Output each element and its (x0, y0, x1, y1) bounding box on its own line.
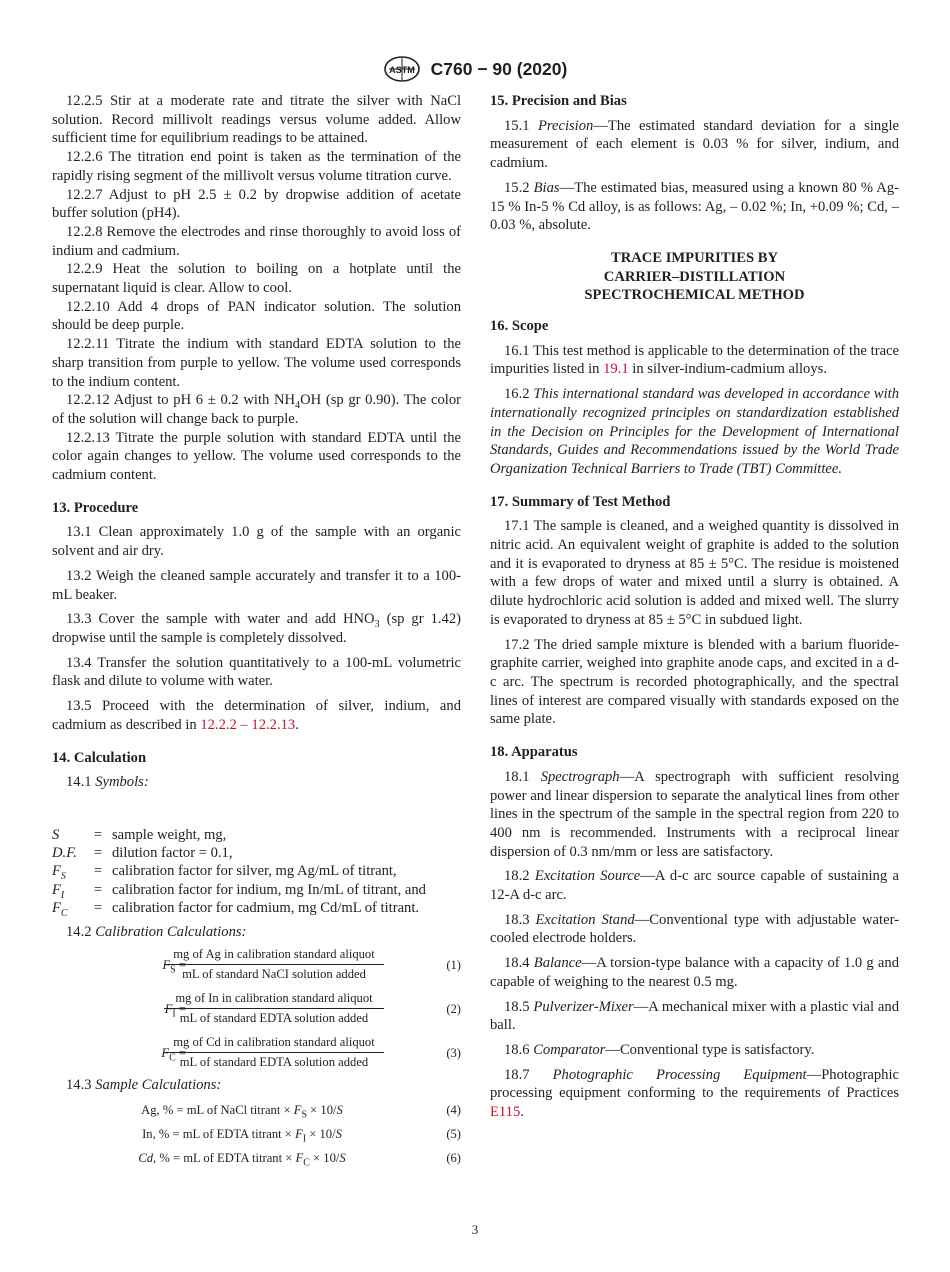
section-heading-17: 17. Summary of Test Method (490, 493, 671, 510)
fraction (164, 1034, 384, 1071)
para-number: 18.4 (504, 955, 534, 972)
para-18-1 (490, 768, 899, 862)
text: 13.3 Cover the sample with water and add HNO (66, 611, 375, 628)
equation-number: (3) (446, 1045, 461, 1060)
symbol-description: sample weight, mg, (112, 826, 227, 843)
symbol-letter: F (52, 899, 61, 916)
equation-body (52, 1101, 432, 1120)
para-12-2-9: 12.2.9 Heat the solution to boiling on a hotplate until the supernatant liquid is clear. Allow to cool. (52, 261, 461, 297)
para-number: 14.1 (66, 774, 96, 791)
para-title: Balance (533, 955, 582, 972)
para-title: Calibration Calculations: (95, 923, 247, 940)
para-title: Photographic Processing Equipment (552, 1066, 807, 1083)
para-12-2-5: 12.2.5 Stir at a moderate rate and titrate the silver with NaCl solution. Record millivolt readings versus volume added. Allow sufficient time for equilibrium readings to be attained. (52, 93, 461, 147)
var: F (295, 1127, 303, 1142)
var: Cd (138, 1151, 154, 1166)
para-18-6 (490, 1041, 899, 1060)
document-id: C760 − 90 (2020) (430, 58, 568, 79)
para-13-2: 13.2 Weigh the cleaned sample accurately and transfer it to a 100-mL beaker. (52, 567, 461, 603)
text: . (295, 716, 299, 733)
text: —A mechanical mixer with a plastic vial and ball. (490, 998, 900, 1034)
right-column (490, 92, 899, 1122)
denominator: mL of standard NaCI solution added (182, 966, 366, 981)
para-15-1 (490, 117, 899, 173)
para-17-1: 17.1 The sample is cleaned, and a weighed quantity is dissolved in nitric acid. An equivalent weight of graphite is added to the solution and it is evaporated to dryness at 85 ± 5°C. The residue is moistened with a few drops of water and mixed until a slurry is obtained. A dilute hydrochloric acid solution is added and mixed well. The slurry is evaporated to dryness at 85 ± 5°C in subdued light. (490, 518, 899, 628)
para-number: 14.2 (66, 923, 96, 940)
symbol (52, 844, 84, 862)
text: —A torsion-type balance with a capacity of 1.0 g and capable of weighing to the nearest 0.5 mg. (490, 955, 899, 990)
equals-sign: = (93, 826, 103, 843)
var: F (293, 1103, 302, 1118)
para-13-5 (52, 697, 461, 734)
subscript: S (301, 1109, 308, 1121)
text: × 10/ (306, 1127, 336, 1142)
para-12-2-12 (52, 391, 461, 428)
method-title-line: TRACE IMPURITIES BY (610, 249, 779, 266)
symbol-row (52, 826, 426, 844)
var: F (161, 1045, 170, 1060)
para-15-2 (490, 179, 899, 235)
para-title: Symbols: (95, 774, 149, 791)
section-heading-14: 14. Calculation (52, 749, 147, 766)
para-title: Pulverizer-Mixer (533, 998, 634, 1015)
symbol (52, 881, 84, 899)
method-title (490, 249, 899, 305)
equation-number: (2) (446, 1001, 461, 1016)
equation-body (52, 1149, 432, 1168)
equation-5 (52, 1122, 461, 1146)
var: F (295, 1151, 304, 1166)
text: In, % = mL of EDTA titrant × (142, 1127, 296, 1142)
equation-number: (1) (446, 957, 461, 972)
para-title: Excitation Source (534, 868, 641, 885)
subscript: I (302, 1133, 307, 1145)
para-number: 18.6 (504, 1041, 534, 1058)
para-number: 18.5 (504, 998, 534, 1015)
para-13-1: 13.1 Clean approximately 1.0 g of the sample with an organic solvent and air dry. (52, 524, 461, 560)
para-12-2-13: 12.2.13 Titrate the purple solution with standard EDTA until the color again changes to yellow. The volume used corresponds to the cadmium content. (52, 429, 461, 484)
section-link[interactable]: 12.2.2 – 12.2.13 (200, 716, 296, 733)
page-number: 3 (471, 1222, 479, 1237)
para-title: Bias (533, 179, 560, 196)
var: S (335, 1127, 342, 1142)
text: , % = mL of EDTA titrant × (153, 1151, 296, 1166)
text: —A spectrograph with sufficient resolving power and linear dispersion to separate the analytical lines from other lines in the spectrum of the sample in the spectral region from 220 to 400 nm is recommended. Instruments with a reciprocal linear dispersion of 0.3 nm/mm or less are satisfactory. (490, 768, 899, 860)
para-13-3 (52, 610, 461, 647)
text: × 10/ (309, 1151, 340, 1166)
left-column (52, 92, 461, 1170)
symbol (52, 899, 84, 917)
para-title: Comparator (533, 1041, 606, 1058)
text: = (175, 1045, 186, 1060)
symbol-subscript: S (60, 871, 66, 883)
para-16-2 (490, 385, 899, 479)
text: in silver-indium-cadmium alloys. (628, 361, 827, 378)
subscript: S (170, 964, 176, 976)
var: F (164, 1001, 173, 1016)
text: OH (sp gr 0.90). The color of the solution will change back to purple. (52, 392, 461, 427)
equals-sign: = (93, 845, 103, 862)
para-number: 18.2 (504, 868, 535, 885)
italic-text: This international standard was developed in accordance with internationally recognized principles on standardization established in the Decision on Principles for the Development of International Standards, Guides and Recommendations issued by the World Trade Organization Technical Barriers to Trade (TBT) Committee. (490, 386, 900, 477)
para-16-1 (490, 342, 899, 379)
symbol-row (52, 899, 426, 917)
symbol (52, 862, 84, 883)
section-heading-13: 13. Procedure (52, 499, 139, 516)
section-heading-15: 15. Precision and Bias (490, 93, 627, 109)
text: —A d-c arc source capable of sustaining a 12-A d-c arc. (490, 868, 899, 904)
numerator: mg of Ag in calibration standard aliquot (164, 946, 384, 965)
symbol-row (52, 844, 426, 862)
subscript: C (169, 1052, 176, 1064)
text: —Conventional type with adjustable water-cooled electrode holders. (490, 911, 899, 947)
page-header (0, 56, 950, 82)
para-13-4: 13.4 Transfer the solution quantitatively to a 100-mL volumetric flask and dilute to volume with water. (52, 654, 461, 690)
section-heading-16: 16. Scope (490, 318, 549, 335)
para-18-3 (490, 911, 899, 948)
numerator: mg of Cd in calibration standard aliquot (164, 1034, 384, 1053)
subscript: 4 (295, 400, 301, 412)
equation-4 (52, 1098, 461, 1122)
var: F (162, 957, 171, 972)
method-title-line: CARRIER–DISTILLATION (603, 268, 786, 285)
practice-link[interactable]: E115 (490, 1104, 521, 1121)
para-18-7 (490, 1066, 899, 1122)
text: (sp gr 1.42) dropwise until the sample is completely dissolved. (52, 611, 462, 646)
symbol-subscript: I (60, 889, 65, 901)
symbol-description: calibration factor for silver, mg Ag/mL of titrant, (112, 863, 397, 880)
para-18-2 (490, 867, 899, 904)
symbol-row (52, 881, 426, 899)
para-number: 18.3 (504, 911, 536, 928)
equals-sign: = (93, 899, 103, 916)
equation-number: (5) (446, 1127, 461, 1142)
para-number: 18.7 (504, 1066, 553, 1083)
fraction (164, 946, 384, 983)
para-number: 16.2 (504, 386, 534, 403)
text: —Photographic processing equipment conforming to the requirements of Practices (490, 1066, 900, 1102)
method-title-line: SPECTROCHEMICAL METHOD (584, 287, 805, 304)
numerator: mg of In in calibration standard aliquot (164, 990, 384, 1009)
para-title: Excitation Stand (535, 911, 635, 928)
equation-1 (52, 946, 461, 986)
astm-logo-icon (383, 56, 421, 82)
equals-sign: = (93, 863, 103, 880)
para-12-2-6: 12.2.6 The titration end point is taken as the termination of the rapidly rising segment of the millivolt versus volume titration curve. (52, 149, 461, 184)
para-17-2: 17.2 The dried sample mixture is blended with a barium fluoride-graphite carrier, weighed into graphite anode caps, and excited in a d-c arc. The spectrum is recorded photographically, and the spectral lines of interest are compared visually with standards exposed on the same plate. (490, 636, 899, 728)
symbol-row (52, 862, 426, 880)
para-number: 18.1 (504, 768, 541, 785)
para-12-2-11: 12.2.11 Titrate the indium with standard EDTA solution to the sharp transition from purple to yellow. The volume used corresponds to the indium content. (52, 336, 461, 390)
equation-3 (52, 1034, 461, 1074)
text: Ag, % = mL of NaCl titrant × (141, 1103, 294, 1118)
fraction (164, 990, 384, 1027)
para-title: Spectrograph (540, 768, 620, 785)
text: = (175, 1001, 186, 1016)
text: —The estimated bias, measured using a known 80 % Ag-15 % In-5 % Cd alloy, is as follows: Ag, – 0.02 %; In, +0.09 %; Cd, –0.03 %, absolute. (490, 179, 900, 234)
equation-6 (52, 1146, 461, 1170)
para-title: Sample Calculations: (95, 1076, 222, 1093)
text: —The estimated standard deviation for a single measurement of each element is 0.03 % for silver, indium, and cadmium. (490, 117, 899, 172)
para-14-2 (52, 923, 461, 942)
subscript: 3 (374, 619, 380, 631)
symbol-description: calibration factor for cadmium, mg Cd/mL of titrant. (112, 899, 420, 916)
denominator: mL of standard EDTA solution added (179, 1010, 369, 1025)
symbol (52, 826, 84, 844)
equation-body (52, 1125, 432, 1144)
equation-number: (6) (446, 1151, 461, 1166)
para-number: 15.2 (504, 179, 534, 196)
para-12-2-8: 12.2.8 Remove the electrodes and rinse thoroughly to avoid loss of indium and cadmium. (52, 223, 461, 259)
logo-text: ASTM (388, 65, 415, 75)
para-number: 15.1 (504, 117, 538, 134)
para-14-3 (52, 1076, 461, 1095)
section-link[interactable]: 19.1 (603, 361, 629, 378)
section-heading-18: 18. Apparatus (490, 744, 578, 761)
equals-sign: = (93, 881, 103, 898)
denominator: mL of standard EDTA solution added (179, 1054, 369, 1069)
symbol-table (52, 826, 426, 917)
para-12-2-7: 12.2.7 Adjust to pH 2.5 ± 0.2 by dropwise addition of acetate buffer solution (pH4). (52, 186, 461, 222)
symbol-description: calibration factor for indium, mg In/mL of titrant, and (112, 881, 426, 898)
subscript: C (303, 1157, 310, 1169)
text: 13.5 Proceed with the determination of silver, indium, and cadmium as described in (52, 698, 461, 733)
text: —Conventional type is satisfactory. (605, 1041, 815, 1058)
text: = (175, 957, 186, 972)
para-title: Precision (537, 117, 594, 134)
equation-2 (52, 990, 461, 1030)
symbol-letter: S (52, 826, 60, 843)
para-number: 14.3 (66, 1076, 96, 1093)
text: × 10/ (307, 1103, 337, 1118)
para-18-5 (490, 998, 899, 1035)
text: 16.1 This test method is applicable to the determination of the trace impurities listed in (490, 342, 899, 378)
symbol-letter: F (52, 863, 61, 880)
var: S (336, 1103, 343, 1118)
para-18-4 (490, 954, 899, 991)
equation-number: (4) (446, 1103, 461, 1118)
subscript: I (172, 1008, 176, 1020)
symbol-subscript: C (60, 907, 68, 919)
var: S (339, 1151, 346, 1166)
symbol-letter: F (52, 881, 61, 898)
symbol-description: dilution factor = 0.1, (112, 845, 233, 862)
symbol-letter: D.F. (52, 845, 77, 862)
para-14-1 (52, 773, 461, 792)
text: . (520, 1104, 524, 1121)
text: 12.2.12 Adjust to pH 6 ± 0.2 with NH (66, 392, 296, 409)
para-12-2-10: 12.2.10 Add 4 drops of PAN indicator solution. The solution should be deep purple. (52, 298, 461, 334)
